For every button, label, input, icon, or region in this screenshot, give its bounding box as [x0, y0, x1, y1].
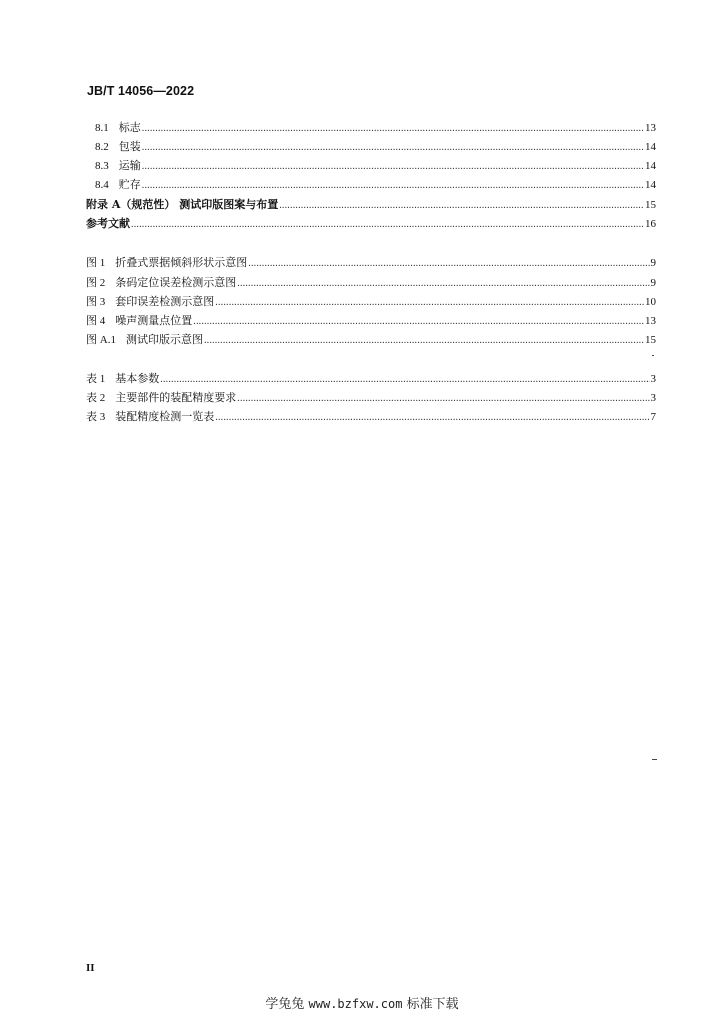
toc-leader-dots [237, 276, 649, 292]
figure-number: 图 4 [86, 315, 106, 327]
toc-entry-appendix[interactable] [86, 197, 656, 213]
toc-entry-title: 参考文献 [86, 217, 130, 230]
table-number: 表 2 [86, 392, 106, 404]
figure-entry[interactable] [86, 332, 656, 348]
toc-entry[interactable] [95, 120, 656, 136]
page-number: II [86, 962, 95, 974]
toc-entry-title: 附录 A（规范性） 测试印版图案与布置 [86, 198, 279, 211]
figure-title: 测试印版示意图 [125, 333, 203, 346]
figure-page: 15 [645, 334, 656, 346]
figure-page: 9 [650, 277, 656, 289]
toc-entry-page: 15 [645, 199, 656, 211]
figure-title: 条码定位误差检测示意图 [115, 276, 237, 289]
toc-leader-dots [215, 295, 644, 311]
toc-leader-dots [142, 140, 644, 156]
toc-entry-number: 8.3 [95, 160, 109, 172]
toc-entry[interactable] [95, 177, 656, 193]
table-page: 3 [650, 373, 656, 385]
figure-entry[interactable] [86, 275, 656, 291]
toc-entry-number: 8.1 [95, 122, 109, 134]
toc-leader-dots [193, 314, 644, 330]
figure-page: 10 [645, 296, 656, 308]
table-title: 基本参数 [115, 372, 160, 385]
toc-entry-title: 包装 [118, 140, 141, 153]
figure-title: 折叠式票据倾斜形状示意图 [115, 256, 248, 269]
table-number: 表 1 [86, 373, 106, 385]
figure-number: 图 1 [86, 257, 106, 269]
toc-leader-dots [142, 159, 644, 175]
table-title: 主要部件的装配精度要求 [115, 391, 237, 404]
figure-entry[interactable] [86, 294, 656, 310]
toc-leader-dots [237, 391, 649, 407]
toc-entry-page: 16 [645, 218, 656, 230]
toc-leader-dots [248, 256, 649, 272]
toc-entry-title: 贮存 [118, 178, 141, 191]
figure-title: 噪声测量点位置 [115, 314, 193, 327]
figure-number: 图 A.1 [86, 334, 116, 346]
table-number: 表 3 [86, 411, 106, 423]
toc-leader-dots [279, 198, 644, 214]
toc-entry-page: 14 [645, 179, 656, 191]
toc-entry[interactable] [95, 158, 656, 174]
toc-leader-dots [215, 410, 649, 426]
figure-title: 套印误差检测示意图 [115, 295, 215, 308]
watermark [0, 993, 724, 1012]
figure-page: 13 [645, 315, 656, 327]
scan-mark [652, 759, 657, 760]
table-page: 3 [650, 392, 656, 404]
figure-number: 图 3 [86, 296, 106, 308]
watermark-tail: 标准下载 [406, 997, 459, 1012]
toc-entry-number: 8.2 [95, 141, 109, 153]
toc-leader-dots [142, 121, 644, 137]
toc-leader-dots [204, 333, 644, 349]
toc-leader-dots [142, 178, 644, 194]
watermark-name: 学兔兔 [265, 997, 305, 1012]
figure-page: 9 [650, 257, 656, 269]
watermark-site: www.bzfxw.com [308, 997, 403, 1011]
toc-leader-dots [131, 217, 644, 233]
toc-entry-page: 14 [645, 141, 656, 153]
figure-entry[interactable] [86, 313, 656, 329]
toc-entry-page: 14 [645, 160, 656, 172]
toc-entry-number: 8.4 [95, 179, 109, 191]
toc-entry-page: 13 [645, 122, 656, 134]
table-page: 7 [650, 411, 656, 423]
table-entry[interactable] [86, 371, 656, 387]
toc-leader-dots [160, 372, 649, 388]
toc-entry-references[interactable] [86, 216, 656, 232]
toc-entry[interactable] [95, 139, 656, 155]
toc-entry-title: 运输 [118, 159, 141, 172]
table-entry[interactable] [86, 409, 656, 425]
table-entry[interactable] [86, 390, 656, 406]
figure-number: 图 2 [86, 277, 106, 289]
figure-entry[interactable] [86, 255, 656, 271]
toc-entry-title: 标志 [118, 121, 141, 134]
document-code: JB/T 14056—2022 [87, 84, 195, 98]
scan-mark [652, 355, 654, 356]
table-title: 装配精度检测一览表 [115, 410, 215, 423]
